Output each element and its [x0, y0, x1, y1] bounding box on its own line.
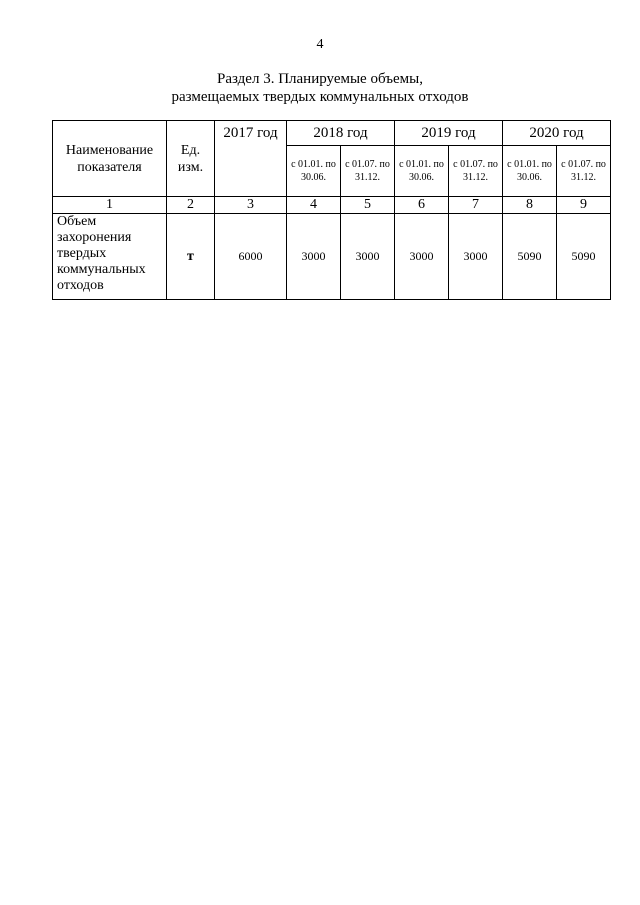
planned-volumes-table	[52, 120, 611, 300]
column-number: 3	[215, 197, 287, 214]
column-number-row	[53, 197, 611, 214]
column-number: 1	[53, 197, 167, 214]
value-2020-h1: 5090	[503, 214, 557, 300]
value-2019-h1: 3000	[395, 214, 449, 300]
column-number: 6	[395, 197, 449, 214]
header-year-2019: 2019 год	[395, 121, 503, 146]
value-2019-h2: 3000	[449, 214, 503, 300]
value-2018-h2: 3000	[341, 214, 395, 300]
header-period-2020-h2: с 01.07. по 31.12.	[557, 146, 611, 197]
section-title-line-2: размещаемых твердых коммунальных отходов	[171, 89, 469, 105]
header-period-2018-h2: с 01.07. по 31.12.	[341, 146, 395, 197]
value-2018-h1: 3000	[287, 214, 341, 300]
header-unit: Ед. изм.	[167, 121, 215, 197]
column-number: 4	[287, 197, 341, 214]
column-number: 8	[503, 197, 557, 214]
column-number: 5	[341, 197, 395, 214]
row-indicator-name-line: твердых	[57, 246, 107, 261]
header-period-2019-h1: с 01.01. по 30.06.	[395, 146, 449, 197]
column-number: 2	[167, 197, 215, 214]
header-year-2017: 2017 год	[215, 121, 287, 197]
header-year-2018: 2018 год	[287, 121, 395, 146]
row-indicator-name	[53, 214, 167, 300]
header-indicator-name: Наименование показателя	[53, 121, 167, 197]
table-row	[53, 214, 611, 300]
row-indicator-name-line: отходов	[57, 278, 104, 293]
row-unit: т	[167, 214, 215, 300]
value-2017: 6000	[215, 214, 287, 300]
header-period-2020-h1: с 01.01. по 30.06.	[503, 146, 557, 197]
header-period-2018-h1: с 01.01. по 30.06.	[287, 146, 341, 197]
row-indicator-name-line: Объем	[57, 214, 97, 229]
page-number: 4	[316, 37, 324, 52]
section-title	[0, 70, 640, 106]
row-indicator-name-line: коммунальных	[57, 262, 146, 277]
column-number: 7	[449, 197, 503, 214]
value-2020-h2: 5090	[557, 214, 611, 300]
header-year-2020: 2020 год	[503, 121, 611, 146]
header-period-2019-h2: с 01.07. по 31.12.	[449, 146, 503, 197]
column-number: 9	[557, 197, 611, 214]
section-title-line-1: Раздел 3. Планируемые объемы,	[217, 71, 423, 87]
row-indicator-name-line: захоронения	[57, 230, 132, 245]
